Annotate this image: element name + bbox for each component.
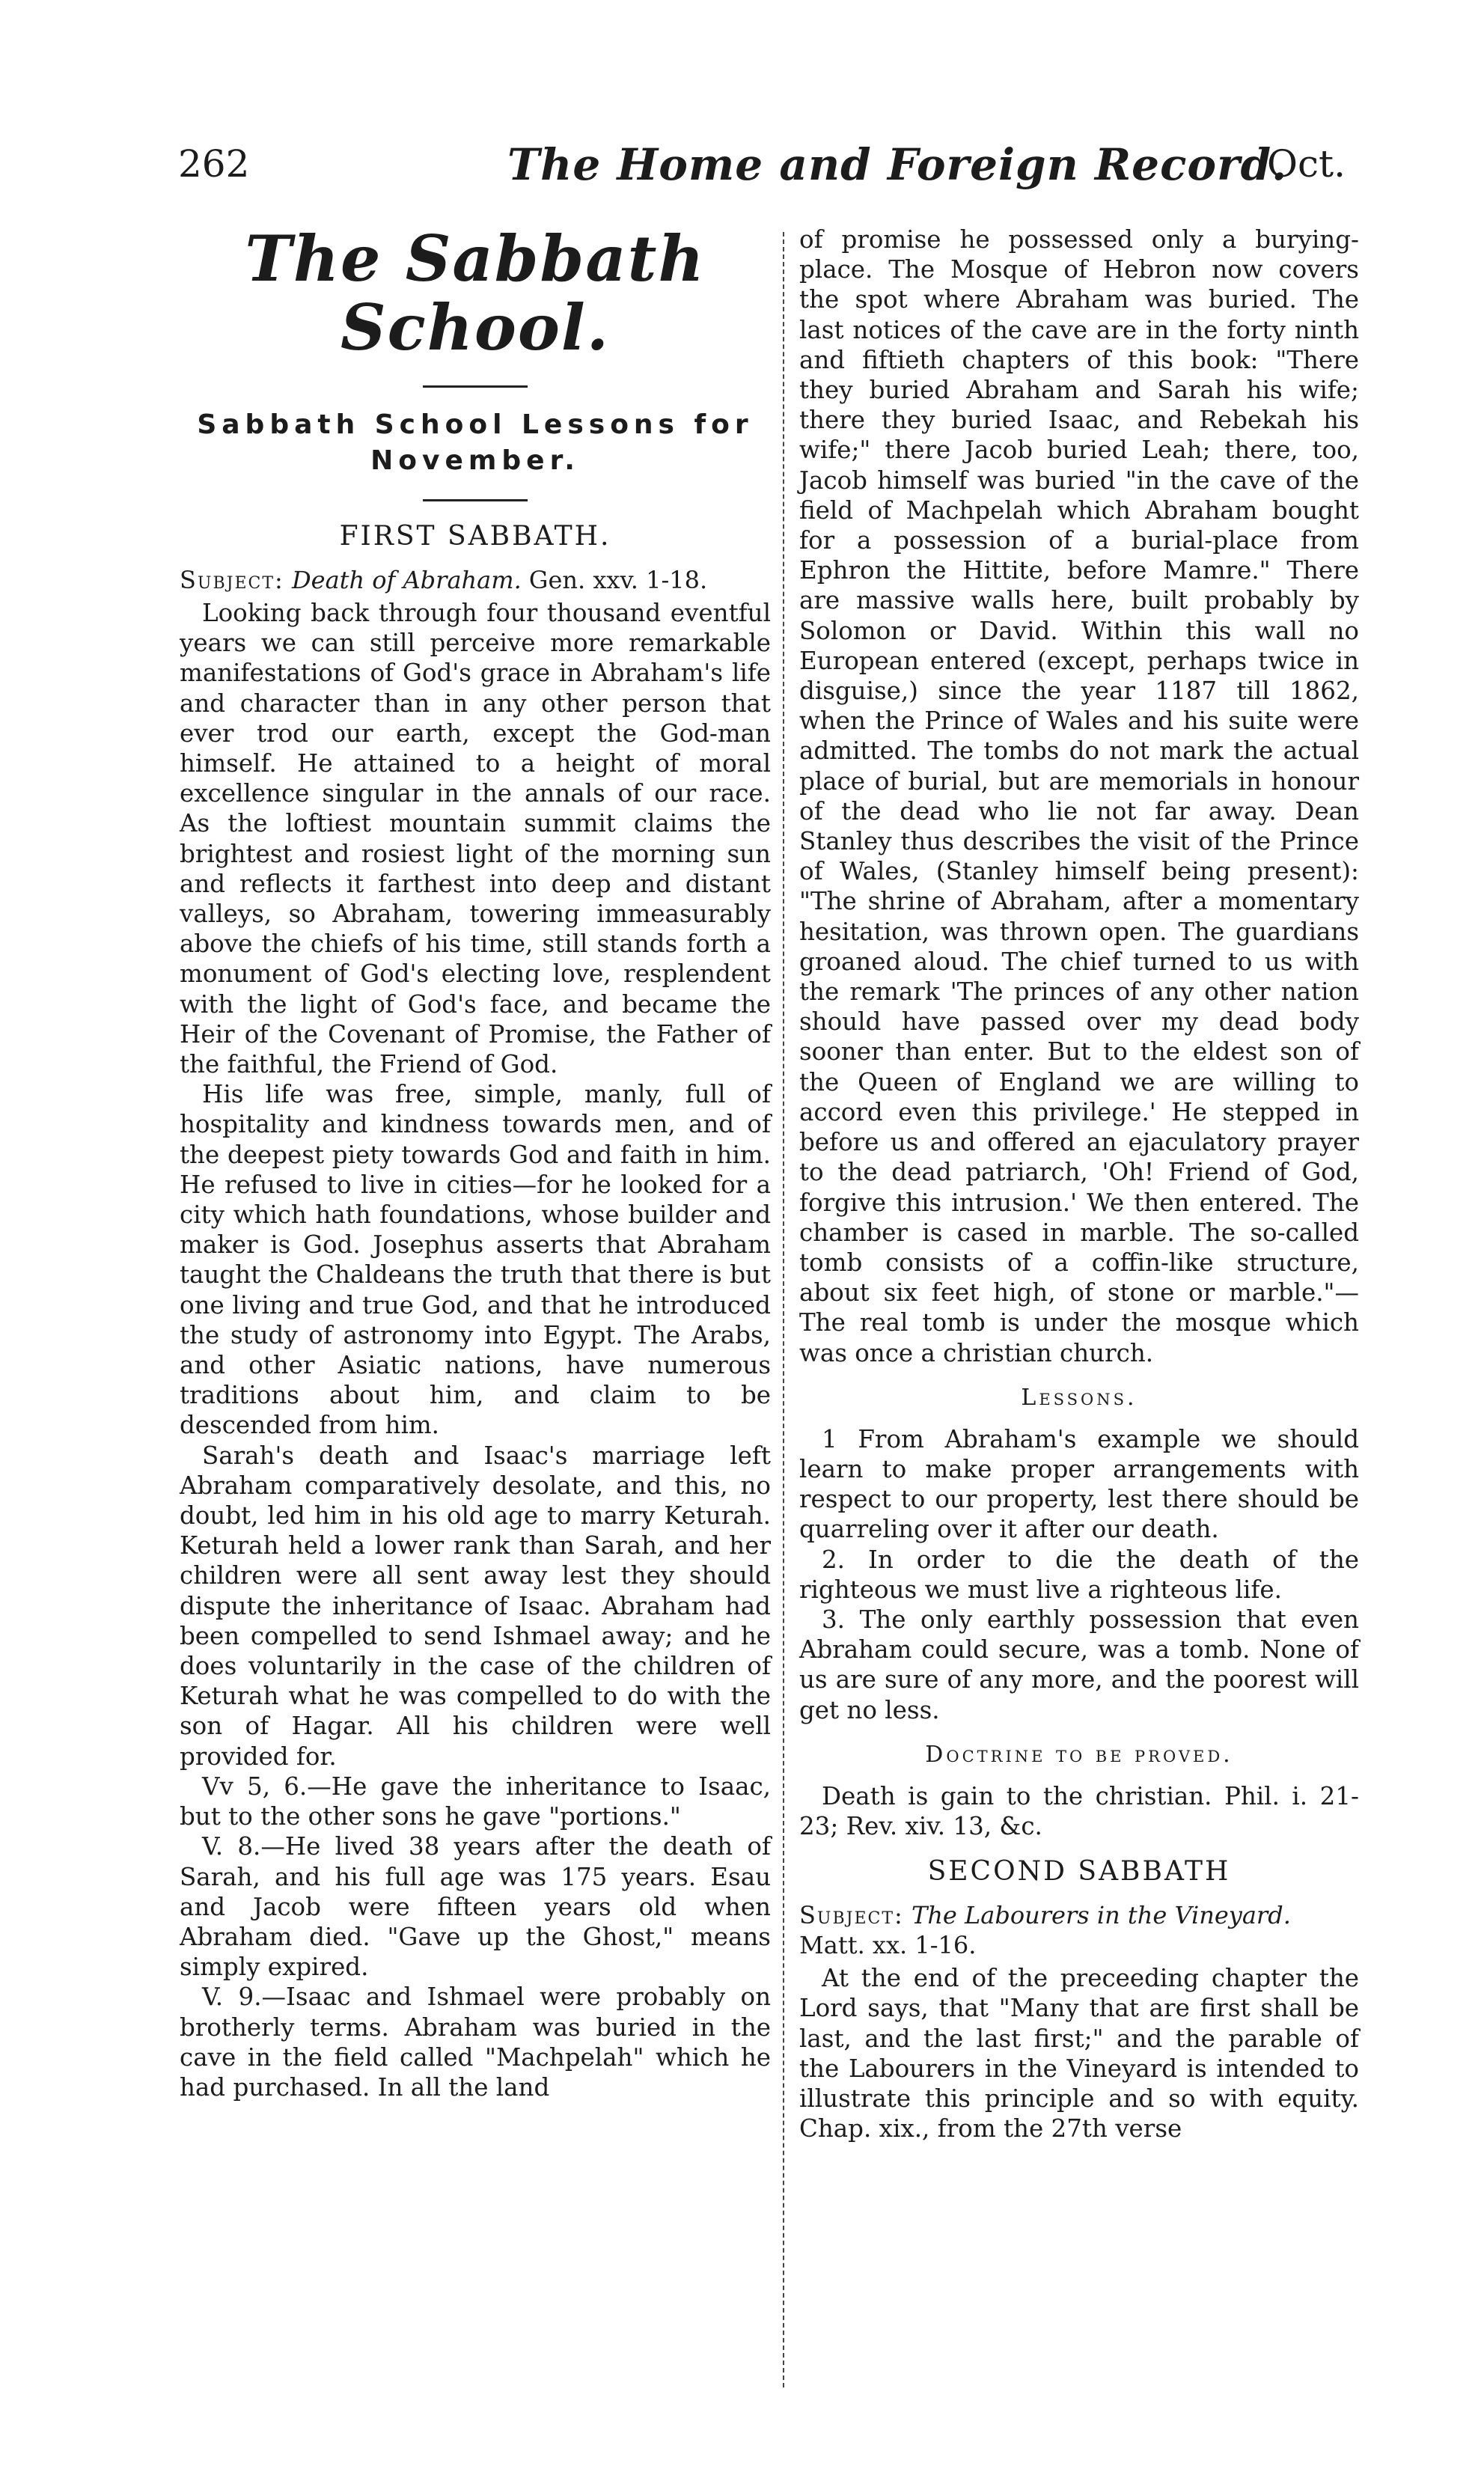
subject-title: Death of Abraham. bbox=[291, 565, 522, 594]
paragraph: V. 9.—Isaac and Ishmael were probably on brotherly terms. Abraham was buried in the cave in the field called "Machpelah" which he had purchased. In all the land bbox=[180, 1983, 771, 2102]
paragraph: Looking back through four thousand eventful years we can still perceive more remarkable manifestations of God's grace in Abraham's life and character than in any other person that ever trod our earth, except the God-man himself. He attained to a height of moral excellence singular in the annals of our race. As the loftiest mountain summit claims the brightest and rosiest light of the morning sun and reflects it farthest into deep and distant valleys, so Abraham, towering immeasurably above the chiefs of his time, still stands forth a monument of God's electing love, resplendent with the light of God's face, and became the Heir of the Covenant of Promise, the Father of the faithful, the Friend of God. bbox=[180, 598, 771, 1079]
column-divider bbox=[783, 232, 784, 2387]
second-sabbath-subject bbox=[799, 1900, 1359, 1960]
title-rule bbox=[423, 385, 528, 388]
first-sabbath-subject bbox=[180, 565, 771, 595]
paragraph: V. 8.—He lived 38 years after the death of Sarah, and his full age was 175 years. Esau and Jacob were fifteen years old when Abraham died. "Gave up the Ghost," means simply expired. bbox=[180, 1832, 771, 1982]
lesson-item: 3. The only earthly possession that even Abraham could secure, was a tomb. None of us are sure of any more, and the poorest will get no less. bbox=[799, 1605, 1359, 1724]
lessons-title: Sabbath School Lessons for November. bbox=[197, 409, 754, 477]
continued-paragraph: of promise he possessed only a burying-place. The Mosque of Hebron now covers the spot where Abraham was buried. The last notices of the cave are in the forty ninth and fiftieth chapters of this book: "There they buried Abraham and Sarah his wife; there they buried Isaac, and Rebekah his wife;" there Jacob buried Leah; there, too, Jacob himself was buried "in the cave of the field of Machpelah which Abraham bought for a possession of a burial-place from Ephron the Hittite, before Mamre." There are massive walls here, built probably by Solomon or David. Within this wall no European entered (except, perhaps twice in disguise,) since the year 1187 till 1862, when the Prince of Wales and his suite were admitted. The tombs do not mark the actual place of burial, but are memorials in honour of the dead who lie not far away. Dean Stanley thus describes the visit of the Prince of Wales, (Stanley himself being present): "The shrine of Abraham, after a momentary hesitation, was thrown open. The guardians groaned aloud. The chief turned to us with the remark 'The princes of any other nation should have passed over my dead body sooner than enter. But to the eldest son of the Queen of England we are willing to accord even this privilege.' He stepped in before us and offered an ejaculatory prayer to the dead patriarch, 'Oh! Friend of God, forgive this intrusion.' We then entered. The chamber is cased in marble. The so-called tomb consists of a coffin-like structure, about six feet high, of stone or marble."—The real tomb is under the mosque which was once a christian church. bbox=[799, 225, 1359, 1367]
subject-label: Subject: bbox=[799, 1901, 904, 1930]
paragraph: His life was free, simple, manly, full of hospitality and kindness towards men, and of the deepest piety towards God and faith in him. He refused to live in cities—for he looked for a city which hath foundations, whose builder and maker is God. Josephus asserts that Abraham taught the Chaldeans the truth that there is but one living and true God, and that he introduced the study of astronomy into Egypt. The Arabs, and other Asiatic nations, have numerous traditions about him, and claim to be descended from him. bbox=[180, 1080, 771, 1440]
subject-label: Subject: bbox=[180, 565, 284, 594]
lesson-item: 1 From Abraham's example we should learn to make proper arrangements with respect to our property, lest there should be quarreling over it after our death. bbox=[799, 1424, 1359, 1544]
paragraph: At the end of the preceeding chapter the Lord says, that "Many that are first shall be last, and the last first;" and the parable of the Labourers in the Vineyard is intended to illustrate this principle and so with equity. Chap. xix., from the 27th verse bbox=[799, 1964, 1359, 2143]
running-title: The Home and Foreign Record. bbox=[507, 139, 1288, 190]
paragraph: Sarah's death and Isaac's marriage left Abraham comparatively desolate, and this, no doubt, led him in his old age to marry Keturah. Keturah held a lower rank than Sarah, and her children were all sent away lest they should dispute the inheritance of Isaac. Abraham had been compelled to send Ishmael away; and he does voluntarily in the case of the children of Keturah what he was compelled to do with the son of Hagar. All his children were well provided for. bbox=[180, 1441, 771, 1771]
lessons-heading: Lessons. bbox=[1021, 1384, 1138, 1411]
paragraph: Vv 5, 6.—He gave the inheritance to Isaac, but to the other sons he gave "portions." bbox=[180, 1772, 771, 1831]
lessons-rule bbox=[423, 499, 528, 501]
doctrine-text: Death is gain to the christian. Phil. i. 21-23; Rev. xiv. 13, &c. bbox=[799, 1781, 1359, 1840]
subject-title: The Labourers in the Vineyard. bbox=[911, 1901, 1291, 1930]
first-sabbath-heading: FIRST SABBATH. bbox=[339, 520, 611, 552]
doctrine-heading: Doctrine to be proved. bbox=[925, 1741, 1233, 1768]
subject-reference: Matt. xx. 1-16. bbox=[799, 1931, 977, 1960]
second-sabbath-heading: SECOND SABBATH bbox=[927, 1856, 1231, 1888]
section-title: The Sabbath School. bbox=[245, 222, 706, 365]
subject-reference: Gen. xxv. 1-18. bbox=[528, 565, 708, 594]
page-number: 262 bbox=[178, 142, 250, 186]
left-column bbox=[180, 222, 771, 2102]
page-header bbox=[178, 139, 1346, 202]
lesson-item: 2. In order to die the death of the righteous we must live a righteous life. bbox=[799, 1545, 1359, 1604]
issue-month: Oct. bbox=[1267, 142, 1346, 186]
right-column bbox=[799, 225, 1359, 2143]
